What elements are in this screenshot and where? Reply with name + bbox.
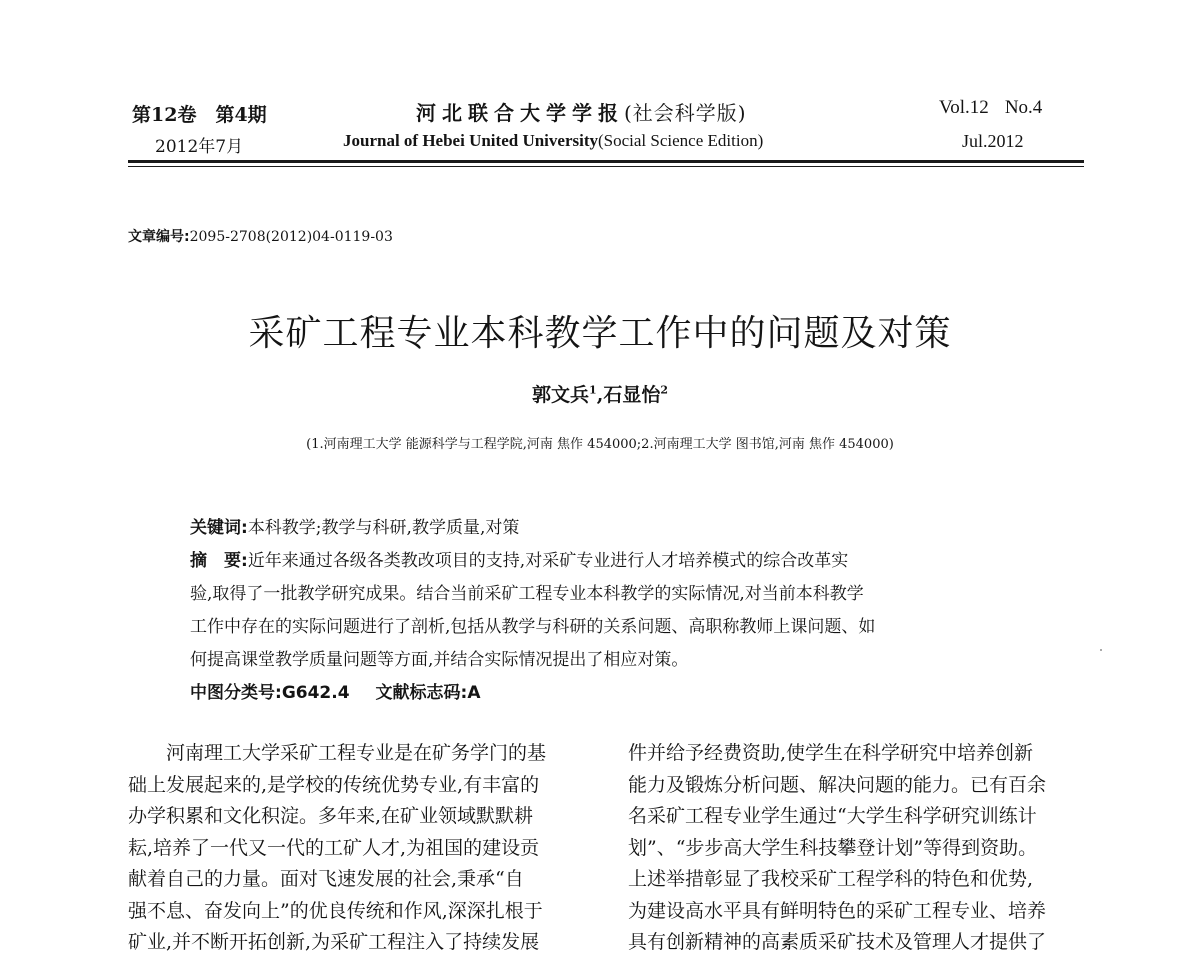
header-rule-thin [128, 166, 1084, 167]
journal-title-cn [416, 97, 747, 126]
article-number [128, 226, 393, 246]
scan-speck [1100, 649, 1102, 651]
abstract-label: 摘 要: [190, 551, 248, 571]
body-line: 具有创新精神的高素质采矿技术及管理人才提供了 [628, 931, 1047, 953]
body-column-left [128, 738, 590, 959]
date-cn: 2012年7月 [155, 137, 244, 157]
body-column-right [628, 738, 1090, 959]
clc-label: 中图分类号: [190, 683, 282, 703]
volume-issue-cn: 第12卷 第4期 [132, 104, 267, 126]
abstract-line [190, 545, 1030, 578]
body-line: 强不息、奋发向上”的优良传统和作风,深深扎根于 [128, 899, 543, 922]
volume-issue-en [939, 97, 1042, 119]
date-en: Jul.2012 [962, 131, 1024, 151]
abstract-block [190, 512, 1030, 710]
body-line: 办学积累和文化积淀。多年来,在矿业领域默默耕 [128, 805, 534, 827]
header-rule-thick [128, 160, 1084, 163]
article-number-label: 文章编号: [128, 229, 190, 245]
authors [0, 380, 1200, 407]
journal-edition-en: (Social Science Edition) [598, 131, 764, 150]
body-line: 名采矿工程专业学生通过“大学生科学研究训练计 [628, 805, 1037, 827]
body-line: 划”、“步步高大学生科技攀登计划”等得到资助。 [628, 836, 1038, 859]
affiliations: (1.河南理工大学 能源科学与工程学院,河南 焦作 454000;2.河南理工大学 图书馆,河南 焦作 454000) [306, 437, 894, 452]
journal-name-cn: 河北联合大学学报 [416, 101, 624, 125]
abstract-text-line: 工作中存在的实际问题进行了剖析,包括从教学与科研的关系问题、高职称教师上课问题、如 [190, 617, 876, 637]
body-line: 件并给予经费资助,使学生在科学研究中培养创新 [628, 742, 1034, 764]
abstract-text-line: 验,取得了一批教学研究成果。结合当前采矿工程专业本科教学的实际情况,对当前本科教学 [190, 584, 864, 604]
body-line: 献着自己的力量。面对飞速发展的社会,秉承“自 [128, 868, 524, 890]
body-line: 为建设高水平具有鲜明特色的采矿工程专业、培养 [628, 899, 1047, 922]
body-line: 能力及锻炼分析问题、解决问题的能力。已有百余 [628, 773, 1047, 796]
author-1-affil-mark: 1 [589, 383, 597, 397]
body-line: 耘,培养了一代又一代的工矿人才,为祖国的建设贡 [128, 836, 540, 859]
author-separator: , [596, 384, 604, 406]
volume-en: Vol.12 [939, 97, 989, 118]
clc-value: G642.4 [281, 683, 350, 703]
body-line: 上述举措彰显了我校采矿工程学科的特色和优势, [628, 868, 1034, 890]
doc-code-label: 文献标志码: [375, 683, 468, 703]
keywords-line [190, 512, 1030, 545]
keywords-label: 关键词: [190, 518, 248, 538]
journal-edition-cn: (社会科学版) [624, 101, 747, 125]
abstract-text-line: 何提高课堂教学质量问题等方面,并结合实际情况提出了相应对策。 [190, 650, 689, 670]
issue-en: No.4 [1004, 97, 1043, 118]
article-number-value: 2095-2708(2012)04-0119-03 [189, 229, 393, 245]
body-line: 河南理工大学采矿工程专业是在矿务学门的基 [166, 742, 547, 764]
article-title: 采矿工程专业本科教学工作中的问题及对策 [248, 313, 952, 354]
author-2: 石显怡 [603, 384, 661, 406]
journal-title-en [343, 131, 763, 151]
abstract-text-line: 近年来通过各级各类教改项目的支持,对采矿专业进行人才培养模式的综合改革实 [247, 551, 849, 571]
body-line: 础上发展起来的,是学校的传统优势专业,有丰富的 [128, 773, 540, 796]
journal-name-en: Journal of Hebei United University [343, 131, 598, 150]
author-2-affil-mark: 2 [660, 383, 668, 397]
body-line: 矿业,并不断开拓创新,为采矿工程注入了持续发展 [128, 931, 540, 953]
keywords-value: 本科教学;教学与科研,教学质量,对策 [247, 518, 520, 538]
doc-code-value: A [467, 683, 481, 703]
author-1: 郭文兵 [532, 384, 590, 406]
classification-line [190, 677, 1030, 710]
